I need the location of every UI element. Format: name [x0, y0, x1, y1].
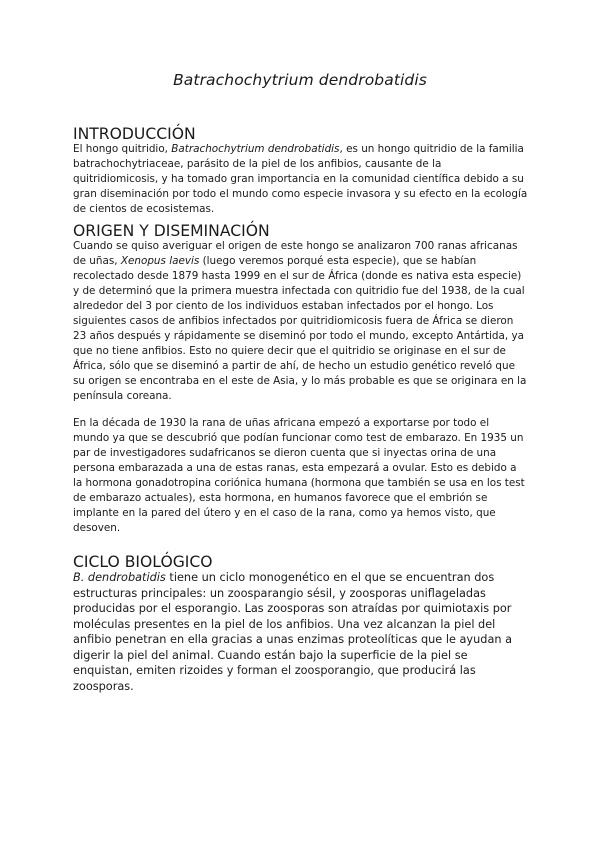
section-heading: ORIGEN Y DISEMINACIÓN [73, 222, 270, 240]
paragraph-text: (luego veremos porqué esta especie), que se habían recolectado desde 1879 hasta 1999 en el sur de África (donde es nativa esta especie) y de determinó que la primera muestra infectada con quitridio fue del 1938, de la cual alrededor del 3 por ciento de los individuos estaban infectados por el hongo. Los siguientes casos de anfibios infectados por quitridiomicosis fuera de África se dieron 23 años después y rápidamente se diseminó por todo el mundo, excepto Antártida, ya que no tiene anfibios. Esto no quiere decir que el quitridio se originase en el sur de África, sólo que se diseminó a partir de ahí, de hecho un estudio genético reveló que su origen se encontraba en el este de Asia, y lo más probable es que se originara en la península coreana. [73, 255, 527, 402]
document-title: Batrachochytrium dendrobatidis [173, 71, 427, 89]
section-introduccion [73, 127, 528, 217]
section-origen [73, 224, 528, 536]
section-heading: INTRODUCCIÓN [73, 125, 196, 143]
section-ciclo [73, 555, 528, 694]
paragraph [73, 142, 528, 217]
species-name: Xenopus laevis [120, 255, 200, 267]
section-heading: CICLO BIOLÓGICO [73, 553, 213, 571]
paragraph-text: Cuando se quiso averiguar el origen de este hongo se analizaron 700 ranas africanas de uñas, [73, 240, 518, 267]
species-name: B. dendrobatidis [73, 571, 166, 584]
paragraph [73, 239, 528, 404]
paragraph-text: El hongo quitridio, [73, 143, 172, 155]
paragraph [73, 570, 528, 694]
paragraph [73, 416, 528, 536]
paragraph-text: tiene un ciclo monogenético en el que se encuentran dos estructuras principales: un zoosparangio sésil, y zoosporas uniflageladas producidas por el esporangio. Las zoosporas son atraídas por quimiotaxis por moléculas presentes en la piel de los anfibios. Una vez alcanzan la piel del anfibio penetran en ella gracias a unas enzimas proteolíticas que le ayudan a digerir la piel del animal. Cuando están bajo la superficie de la piel se enquistan, emiten rizoides y forman el zoosporangio, que producirá las zoosporas. [73, 571, 513, 693]
paragraph-text: En la década de 1930 la rana de uñas africana empezó a exportarse por todo el mundo ya que se descubrió que podían funcionar como test de embarazo. En 1935 un par de investigadores sudafricanos se dieron cuenta que si inyectas orina de una persona embarazada a una de estas ranas, esta empezará a ovular. Esto es debido a la hormona gonadotropina coriónica humana (hormona que también se usa en los test de embarazo actuales), esta hormona, en humanos favorece que el embrión se implante en la pared del útero y en el caso de la rana, como ya hemos visto, que desoven. [73, 417, 525, 534]
paragraph-text: , es un hongo quitridio de la familia batrachochytriaceae, parásito de la piel de los anfibios, causante de la quitridiomicosis, y ha tomado gran importancia en la comunidad científica debido a su gran diseminación por todo el mundo como especie invasora y su efecto en la ecología de cientos de ecosistemas. [73, 143, 528, 215]
species-name: Batrachochytrium dendrobatidis [171, 143, 340, 155]
